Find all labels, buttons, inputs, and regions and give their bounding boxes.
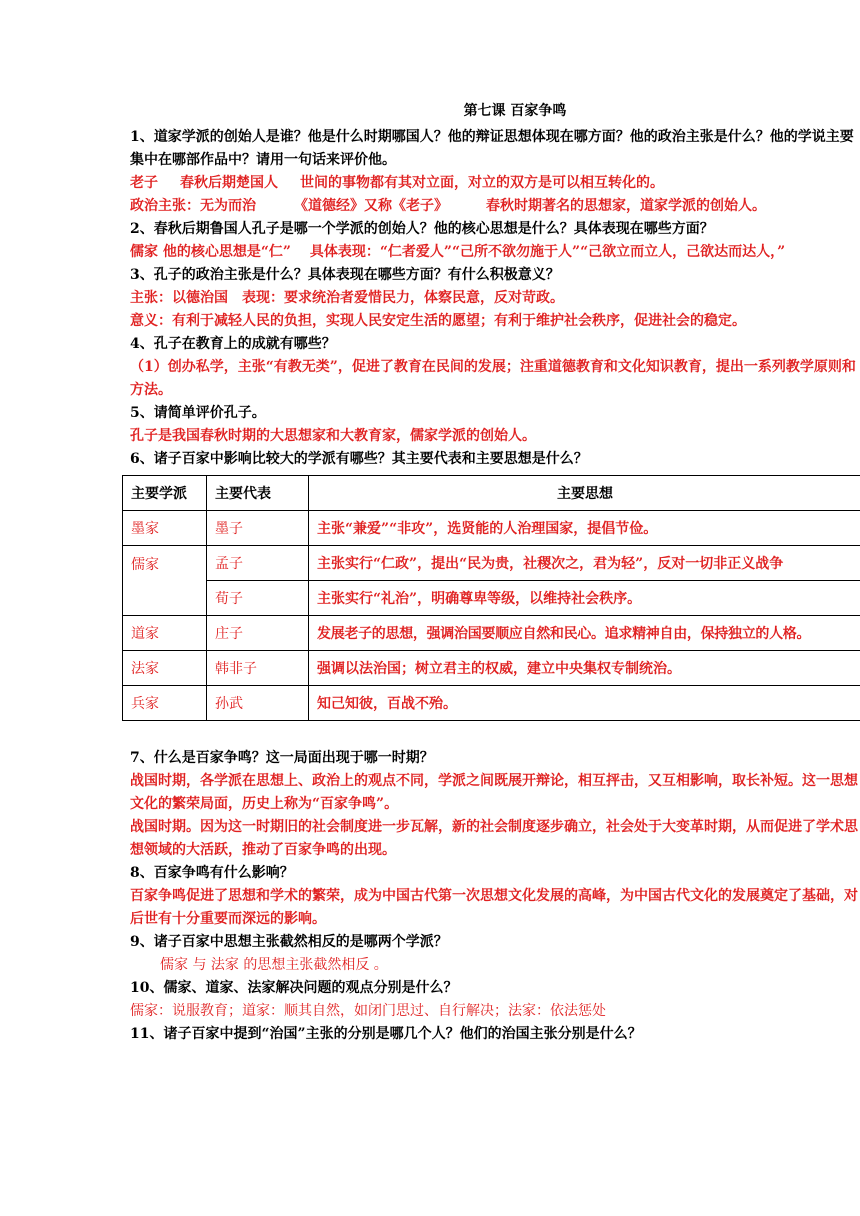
document-page: [130, 100, 860, 1046]
table-row: [123, 651, 860, 686]
table-header-row: [123, 476, 860, 511]
table-row: [123, 686, 860, 721]
table-row: [123, 511, 860, 546]
thought-cell: 强调以法治国；树立君主的权威，建立中央集权专制统治。: [309, 651, 860, 686]
answer-1-line-2: [130, 195, 860, 218]
answer-3-significance: 意义：有利于减轻人民的负担，实现人民安定生活的愿望；有利于维护社会秩序，促进社会的稳定。: [130, 313, 746, 329]
school-cell: 墨家: [123, 511, 207, 546]
school-cell: 儒家: [123, 546, 207, 616]
question-10: 10、儒家、道家、法家解决问题的观点分别是什么？: [130, 980, 458, 996]
answer-1-origin: 春秋后期楚国人: [180, 175, 278, 191]
answer-3-policy: 主张：以德治国 表现：要求统治者爱惜民力，体察民意，反对苛政。: [130, 290, 564, 306]
answer-2: 儒家 他的核心思想是“仁” 具体表现：“仁者爱人”“己所不欲勿施于人”“己欲立而立人，己欲达而达人，”: [130, 244, 786, 260]
thought-cell: 发展老子的思想，强调治国要顺应自然和民心。追求精神自由，保持独立的人格。: [309, 616, 860, 651]
thought-cell: 主张实行“仁政”，提出“民为贵，社稷次之，君为轻”，反对一切非正义战争: [309, 546, 860, 581]
answer-1-founder: 老子: [130, 175, 158, 191]
thought-cell: 主张实行“礼治”，明确尊卑等级，以维持社会秩序。: [309, 581, 860, 616]
answer-1-evaluation: 春秋时期著名的思想家，道家学派的创始人。: [486, 198, 766, 214]
answer-1-line-1: [130, 172, 860, 195]
answer-9: 儒家 与 法家 的思想主张截然相反 。: [160, 957, 388, 973]
schools-table: [122, 475, 860, 721]
table-row: [123, 581, 860, 616]
school-cell: 道家: [123, 616, 207, 651]
answer-7-period: 战国时期。因为这一时期旧的社会制度进一步瓦解，新的社会制度逐步确立，社会处于大变革时期，从而促进了学术思想领域的大活跃，推动了百家争鸣的出现。: [130, 819, 858, 858]
representative-cell: 荀子: [207, 581, 309, 616]
answer-1-policy: 政治主张：无为而治: [130, 198, 256, 214]
header-school: 主要学派: [123, 476, 207, 511]
representative-cell: 韩非子: [207, 651, 309, 686]
representative-cell: 墨子: [207, 511, 309, 546]
question-11: 11、诸子百家中提到“治国”主张的分别是哪几个人？他们的治国主张分别是什么？: [130, 1026, 642, 1042]
question-7: 7、什么是百家争鸣？这一局面出现于哪一时期？: [130, 750, 434, 766]
answer-4: （1）创办私学，主张“有教无类”，促进了教育在民间的发展；注重道德教育和文化知识教育，提出一系列教学原则和方法。: [130, 359, 856, 398]
representative-cell: 孟子: [207, 546, 309, 581]
thought-cell: 主张“兼爱”“非攻”，选贤能的人治理国家，提倡节俭。: [309, 511, 860, 546]
answer-1-work: 《道德经》又称《老子》: [294, 198, 448, 214]
header-representative: 主要代表: [207, 476, 309, 511]
question-3: 3、孔子的政治主张是什么？具体表现在哪些方面？有什么积极意义？: [130, 267, 560, 283]
school-cell: 兵家: [123, 686, 207, 721]
question-2: 2、春秋后期鲁国人孔子是哪一个学派的创始人？他的核心思想是什么？具体表现在哪些方面？: [130, 221, 714, 237]
thought-cell: 知己知彼，百战不殆。: [309, 686, 860, 721]
question-4: 4、孔子在教育上的成就有哪些？: [130, 336, 336, 352]
question-5: 5、请简单评价孔子。: [130, 405, 266, 421]
table-row: [123, 546, 860, 581]
page-title: 第七课 百家争鸣: [463, 103, 567, 119]
question-9: 9、诸子百家中思想主张截然相反的是哪两个学派？: [130, 934, 448, 950]
school-cell: 法家: [123, 651, 207, 686]
answer-7-definition: 战国时期，各学派在思想上、政治上的观点不同，学派之间既展开辩论，相互抨击，又互相影响，取长补短。这一思想文化的繁荣局面，历史上称为“百家争鸣”。: [130, 773, 858, 812]
representative-cell: 孙武: [207, 686, 309, 721]
answer-10: 儒家：说服教育；道家：顺其自然，如闭门思过、自行解决；法家：依法惩处: [130, 1003, 606, 1019]
question-1: 1、道家学派的创始人是谁？他是什么时期哪国人？他的辩证思想体现在哪方面？他的政治主张是什么？他的学说主要集中在哪部作品中？请用一句话来评价他。: [130, 129, 854, 168]
table-row: [123, 616, 860, 651]
question-8: 8、百家争鸣有什么影响？: [130, 865, 294, 881]
answer-5: 孔子是我国春秋时期的大思想家和大教育家，儒家学派的创始人。: [130, 428, 536, 444]
answer-8: 百家争鸣促进了思想和学术的繁荣，成为中国古代第一次思想文化发展的高峰，为中国古代文化的发展奠定了基础，对后世有十分重要而深远的影响。: [130, 888, 858, 927]
representative-cell: 庄子: [207, 616, 309, 651]
header-thought: 主要思想: [309, 476, 860, 511]
question-6: 6、诸子百家中影响比较大的学派有哪些？其主要代表和主要思想是什么？: [130, 451, 588, 467]
answer-1-dialectic: 世间的事物都有其对立面，对立的双方是可以相互转化的。: [300, 175, 664, 191]
